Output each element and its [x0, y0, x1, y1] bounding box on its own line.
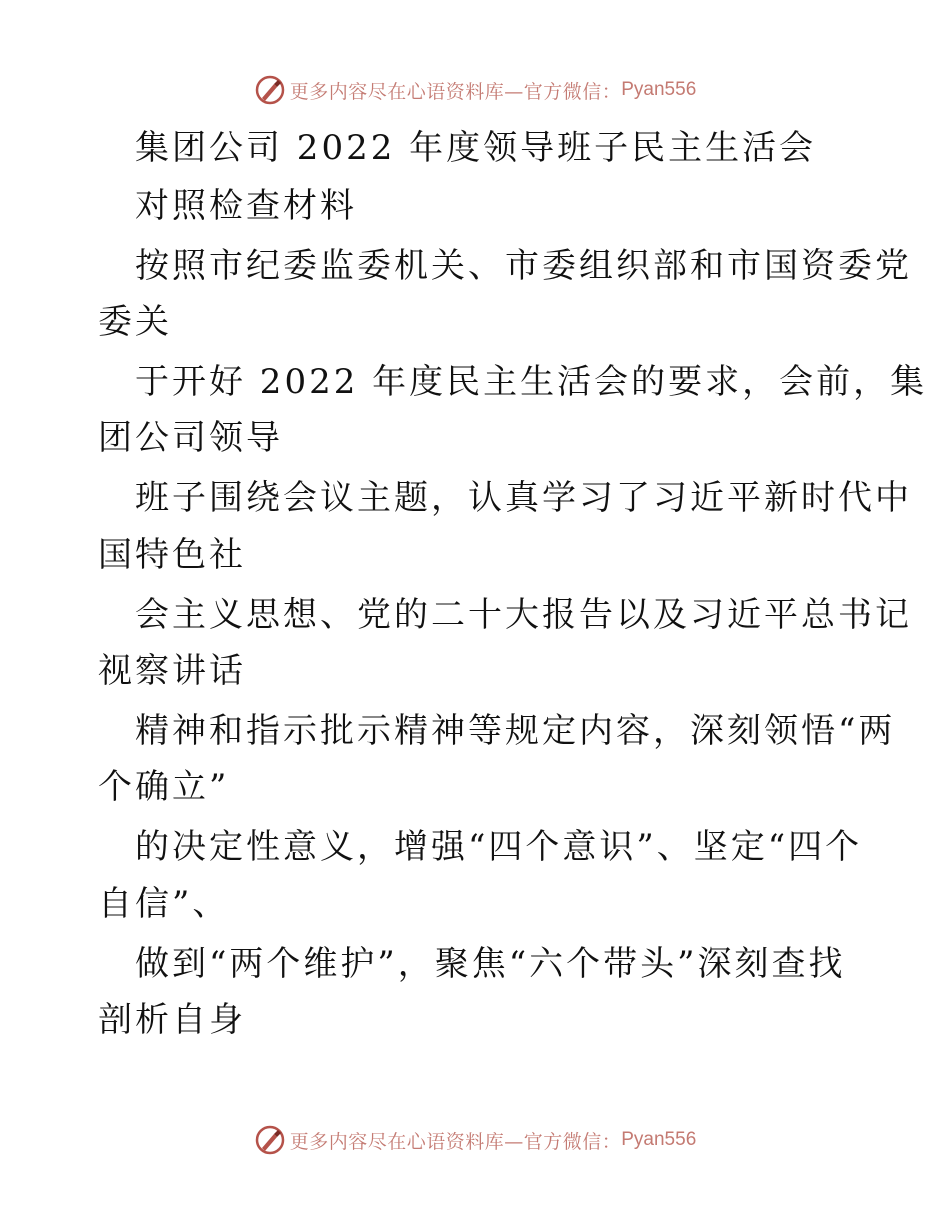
- body-line: 精神和指示批示精神等规定内容，深刻领悟“两: [135, 711, 896, 751]
- pen-logo-icon: [254, 1124, 286, 1156]
- watermark-text: 更多内容尽在心语资料库—官方微信：: [289, 1130, 622, 1153]
- footer-watermark: [0, 1120, 950, 1160]
- title-line-2: 对照检查材料: [135, 186, 357, 226]
- body-line: 视察讲话: [98, 651, 246, 691]
- body-line: 国特色社: [98, 535, 246, 575]
- body-line: 委关: [98, 302, 172, 342]
- watermark-account: Pyan556: [621, 79, 697, 100]
- body-line: 班子围绕会议主题，认真学习了习近平新时代中: [135, 478, 912, 518]
- body-line: 按照市纪委监委机关、市委组织部和市国资委党: [135, 246, 912, 286]
- header-watermark: [0, 70, 950, 110]
- pen-logo-icon: [254, 74, 286, 106]
- body-line: 团公司领导: [98, 418, 283, 458]
- body-line: 做到“两个维护”，聚焦“六个带头”深刻查找: [135, 944, 846, 984]
- body-line: 自信”、: [98, 884, 230, 924]
- body-line: 的决定性意义，增强“四个意识”、坚定“四个: [135, 827, 863, 867]
- body-line: 个确立”: [98, 767, 230, 807]
- watermark-account: Pyan556: [621, 1129, 697, 1150]
- body-line: 剖析自身: [98, 1000, 246, 1040]
- body-line: 会主义思想、党的二十大报告以及习近平总书记: [135, 595, 912, 635]
- watermark-text: 更多内容尽在心语资料库—官方微信：: [289, 80, 622, 103]
- body-line: 于开好 2022 年度民主生活会的要求，会前，集: [135, 362, 928, 402]
- title-line-1: 集团公司 2022 年度领导班子民主生活会: [135, 128, 817, 168]
